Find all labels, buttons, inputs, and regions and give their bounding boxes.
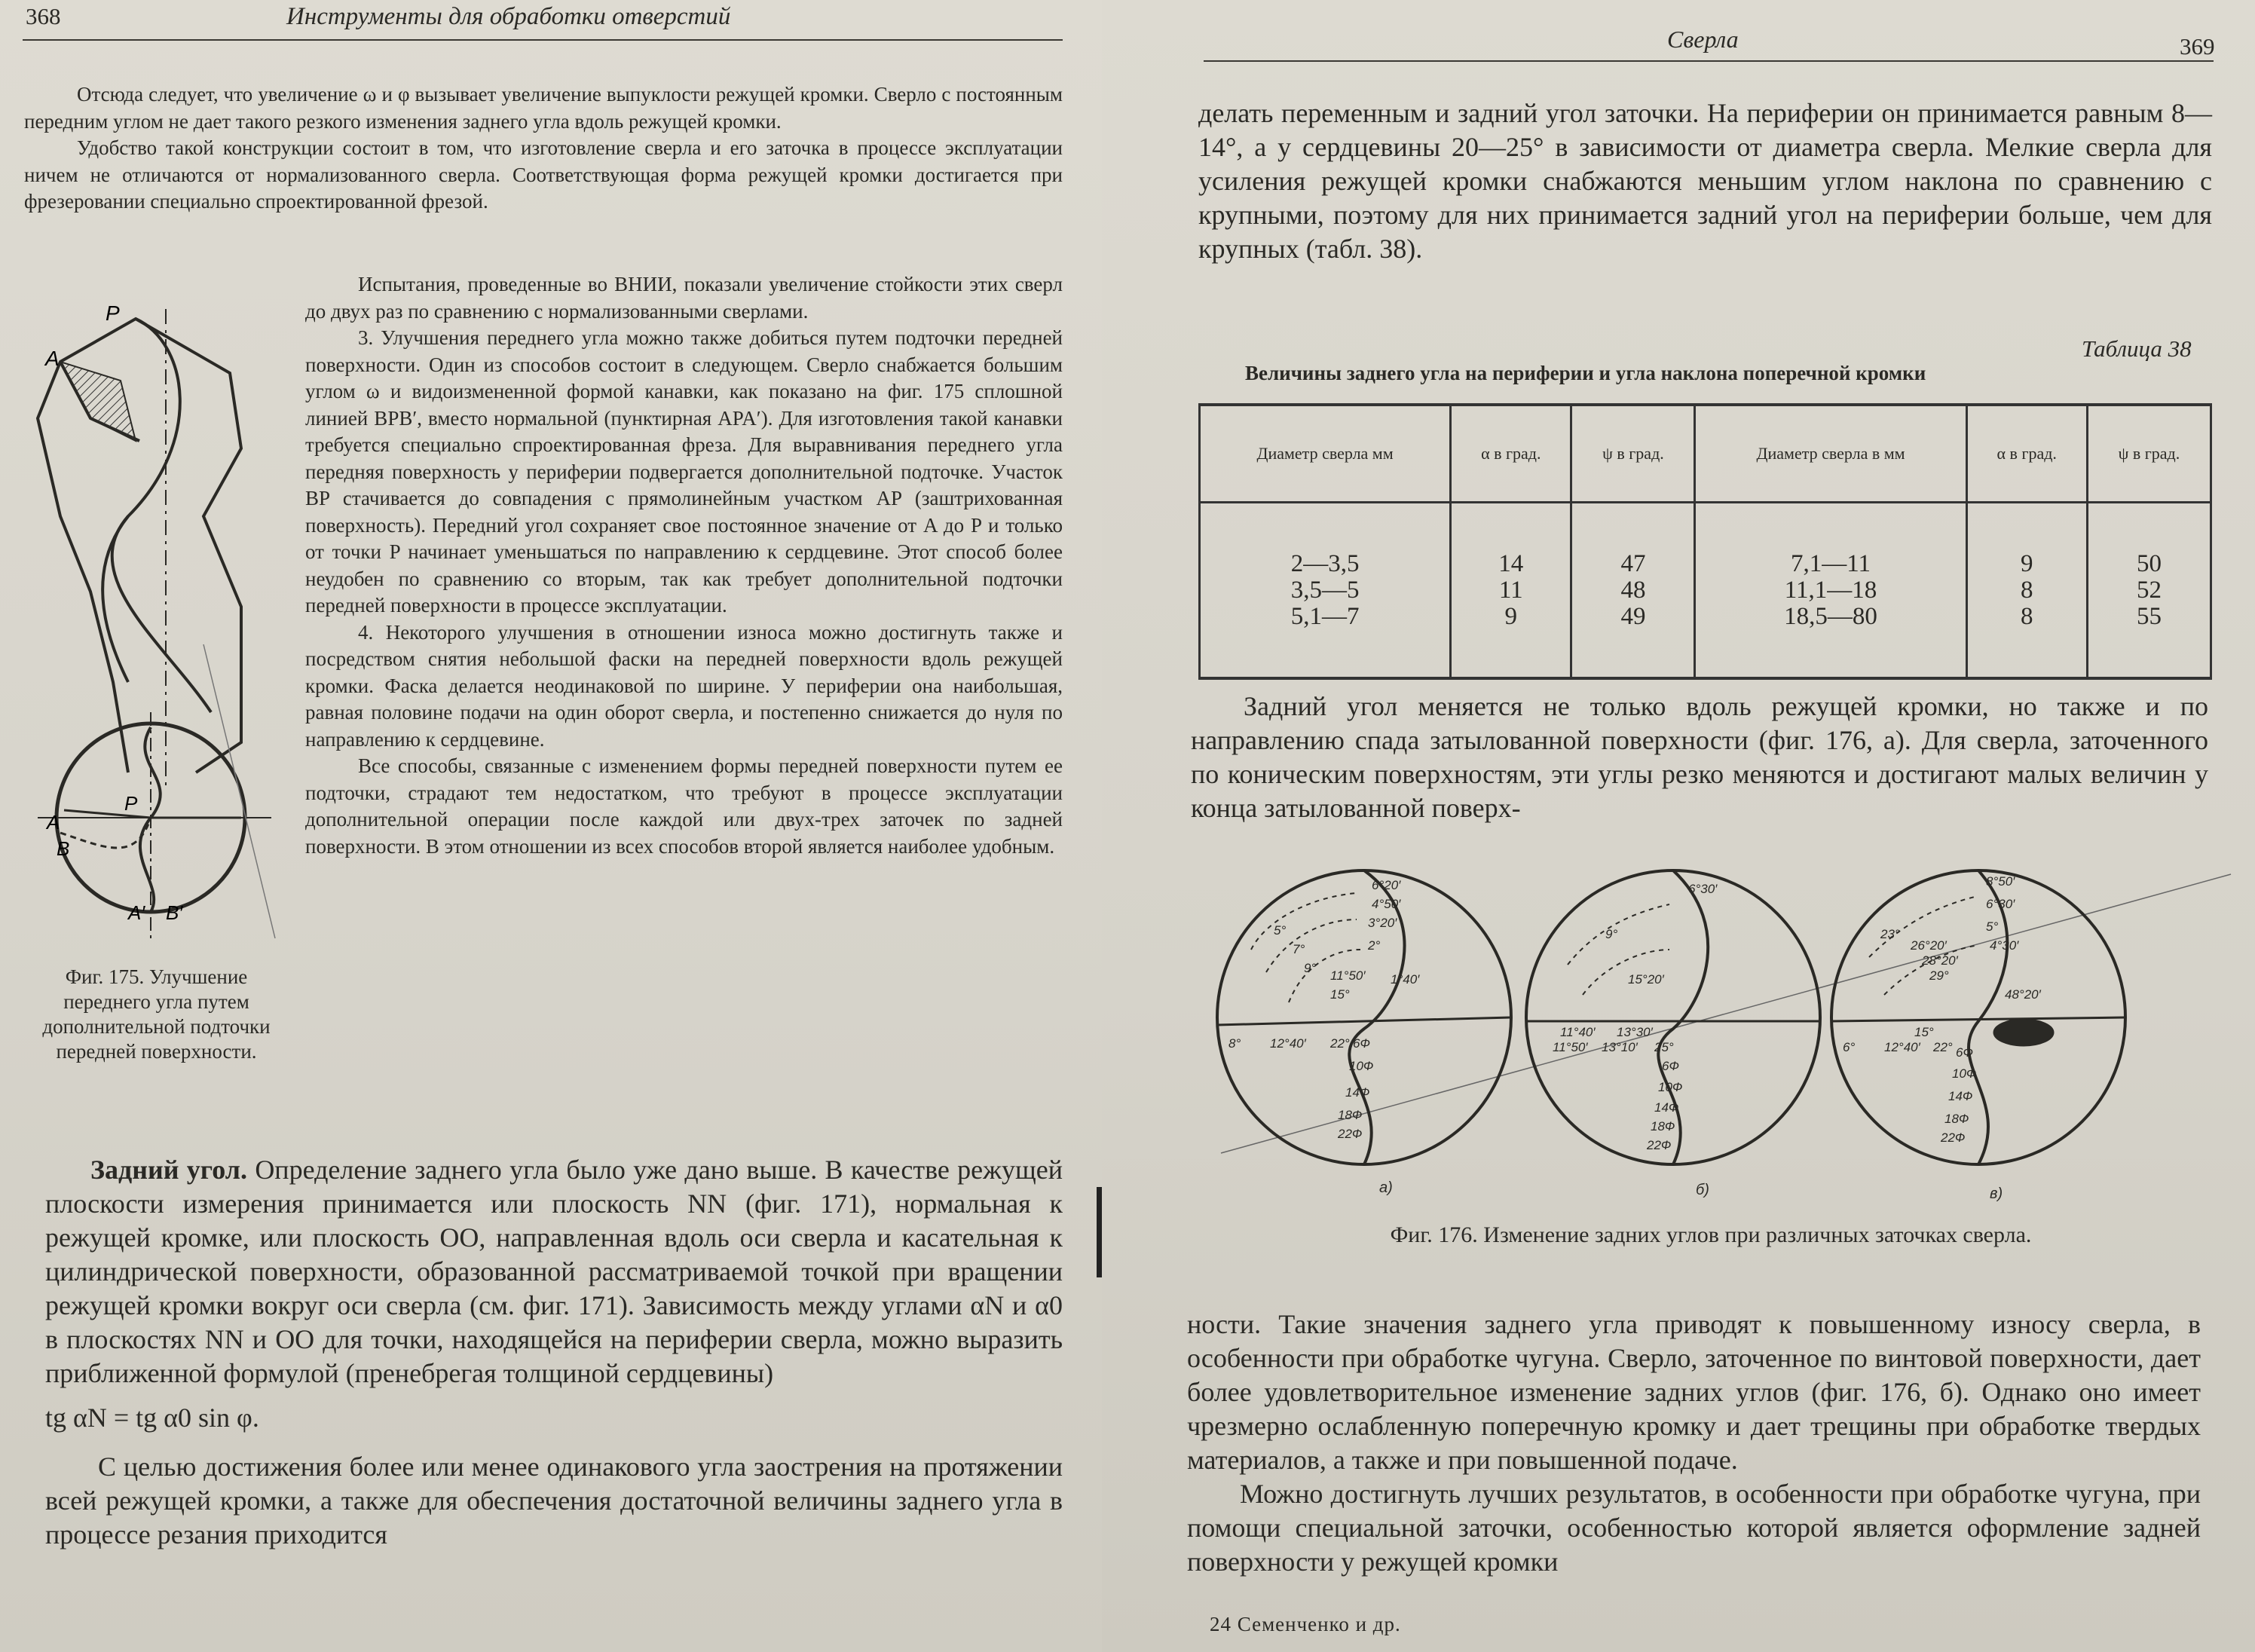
svg-text:26°20′: 26°20′: [1911, 938, 1947, 953]
fig175-caption: Фиг. 175. Улучшение переднего угла путем дополнительной подточки передней поверхности.: [42, 965, 271, 1063]
table-label: Таблица 38: [2082, 335, 2192, 362]
table-row: [1200, 503, 2211, 679]
fig175-label-p2: P: [124, 792, 138, 815]
svg-text:5°: 5°: [1274, 923, 1287, 938]
left-page-number: 368: [26, 3, 61, 29]
svg-text:23°: 23°: [1880, 927, 1900, 941]
table-cell: 2—3,5 3,5—5 5,1—7: [1200, 503, 1451, 679]
svg-text:9°: 9°: [1304, 961, 1317, 975]
svg-text:25°: 25°: [1654, 1040, 1674, 1054]
svg-text:3°20′: 3°20′: [1368, 916, 1397, 930]
table-header: Диаметр сверла мм: [1200, 405, 1451, 503]
svg-text:11°40′: 11°40′: [1560, 1025, 1596, 1039]
fig176-sub-a: а): [1379, 1179, 1393, 1196]
svg-text:6°30′: 6°30′: [1986, 897, 2015, 911]
svg-text:22°: 22°: [1330, 1036, 1350, 1051]
svg-text:11°50′: 11°50′: [1553, 1040, 1588, 1054]
fig176-sub-c: в): [1990, 1185, 2003, 1202]
right-mid-text: [1191, 690, 2208, 825]
fig176-drawing: [1206, 852, 2246, 1213]
paragraph: Можно достигнуть лучших результатов, в особенности при обработке чугуна, при помощи специальной заточки, особенностью которой является оформление задней поверхности у режущей кромки: [1187, 1479, 2201, 1577]
table-cell: 7,1—11 11,1—18 18,5—80: [1695, 503, 1966, 679]
svg-text:13°10′: 13°10′: [1602, 1040, 1638, 1054]
svg-text:6Ф: 6Ф: [1662, 1059, 1679, 1073]
table-header: ψ в град.: [2087, 405, 2211, 503]
left-page: [0, 0, 1102, 1652]
svg-text:22°: 22°: [1933, 1040, 1953, 1054]
svg-text:1°40′: 1°40′: [1391, 972, 1420, 987]
paragraph: Отсюда следует, что увеличение ω и φ вызывает увеличение выпуклости режущей кромки. Сверло с постоянным передним углом не дает такого резкого изменения заднего угла вдоль режущей кромки.: [24, 83, 1063, 133]
svg-text:8°50′: 8°50′: [1986, 874, 2015, 889]
paragraph: Задний угол меняется не только вдоль режущей кромки, но также и по направлению спада затылованной поверхности (фиг. 176, а). Для сверла, заточенного по коническим поверхностям, эти углы резко меняются и достигают малых величин у конца затылованной поверх-: [1191, 691, 2208, 823]
table-header: Диаметр сверла в мм: [1695, 405, 1966, 503]
svg-text:7°: 7°: [1293, 942, 1305, 956]
paragraph: делать переменным и задний угол заточки. На периферии он принимается равным 8—14°, а у сердцевины 20—25° в зависимости от диаметра сверла. Мелкие сверла для усиления режущей кромки снабжаются меньшим углом наклона по сравнению с крупными, поэтому для них принимается задний угол на периферии больше, чем для крупных (табл. 38).: [1198, 98, 2212, 264]
fig175-label-a: A: [45, 347, 60, 370]
svg-text:8°: 8°: [1228, 1036, 1241, 1051]
fig176-sub-b: б): [1696, 1182, 1709, 1198]
table-cell: 9 8 8: [1966, 503, 2087, 679]
svg-text:29°: 29°: [1929, 968, 1949, 983]
svg-text:22Ф: 22Ф: [1941, 1130, 1966, 1145]
fig175-label-p: P: [106, 301, 120, 325]
fig175-drawing: [15, 290, 301, 968]
left-rear-angle-text: [45, 1153, 1063, 1552]
svg-text:14Ф: 14Ф: [1345, 1085, 1370, 1100]
fig175-label-a1: A′: [128, 901, 145, 924]
paragraph: Все способы, связанные с изменением формы передней поверхности путем ее подточки, страдают тем недостатком, что требуют в процессе эксплуатации дополнительной операции после каждой или двух-трех заточек по задней поверхности. В этом отношении из всех способов второй является наиболее удобным.: [305, 754, 1063, 858]
svg-text:12°40′: 12°40′: [1884, 1040, 1920, 1054]
paragraph: 3. Улучшения переднего угла можно также добиться путем подточки передней поверхности. Один из способов состоит в следующем. Сверло снабжается большим углом ω и видоизмененной формой канавки, как показано на фиг. 175 сплошной линией BPB′, вместо нормальной (пунктирная APA′). Для изготовления такой канавки требуется специально спроектированная фреза. Для выравнивания переднего угла передняя поверхность у периферии подвергается дополнительной подточке. Участок BP стачивается до совпадения с прямолинейным участком AP (заштрихованная поверхность). Передний угол сохраняет свое постоянное значение от A до P и только от точки P начинает уменьшаться по направлению к сердцевине. Этот способ более неудобен по сравнению со вторым, так как требует дополнительной подточки передней поверхности в процессе эксплуатации.: [305, 326, 1063, 616]
paragraph: ности. Такие значения заднего угла приводят к повышенному износу сверла, в особенности при обработке чугуна. Сверло, заточенное по винтовой поверхности, дает более удовлетворительное изменение задних углов (фиг. 176, б). Однако оно имеет чрезмерно ослабленную поперечную кромку и дает трещины при обработке твердых материалов, а также и при повышенной подаче.: [1187, 1309, 2201, 1475]
svg-text:15°20′: 15°20′: [1628, 972, 1664, 987]
svg-text:15°: 15°: [1330, 987, 1350, 1002]
left-top-text: [24, 81, 1063, 216]
fig175-label-a2: A: [47, 811, 60, 834]
table-cell: 14 11 9: [1451, 503, 1571, 679]
svg-text:4°50′: 4°50′: [1372, 897, 1401, 911]
svg-text:9°: 9°: [1605, 927, 1618, 941]
left-side-text: [305, 271, 1063, 860]
svg-text:15°: 15°: [1914, 1025, 1934, 1039]
svg-text:13°30′: 13°30′: [1617, 1025, 1653, 1039]
table-header: α в град.: [1966, 405, 2087, 503]
table-38: [1198, 403, 2212, 680]
svg-text:10Ф: 10Ф: [1658, 1080, 1683, 1094]
formula: tg αN = tg α0 sin φ.: [45, 1403, 259, 1433]
table-header: ψ в град.: [1571, 405, 1695, 503]
svg-text:6°: 6°: [1843, 1040, 1856, 1054]
left-header-rule: [23, 39, 1063, 41]
svg-text:28°20′: 28°20′: [1922, 953, 1958, 968]
svg-text:4°30′: 4°30′: [1990, 938, 2019, 953]
paragraph: С целью достижения более или менее одинакового угла заострения на протяжении всей режущей кромки, а также для обеспечения достаточной величины заднего угла в процессе резания приходится: [45, 1452, 1063, 1550]
table-header-row: [1200, 405, 2211, 503]
table-title: Величины заднего угла на периферии и угла наклона поперечной кромки: [1245, 362, 1926, 384]
fig175-label-b2: B: [57, 837, 70, 860]
svg-text:6Ф: 6Ф: [1353, 1036, 1370, 1051]
fig175-label-b1: B′: [166, 901, 183, 924]
svg-text:10Ф: 10Ф: [1349, 1059, 1374, 1073]
table-cell: 47 48 49: [1571, 503, 1695, 679]
rear-angle-heading: Задний угол.: [90, 1155, 247, 1185]
svg-text:10Ф: 10Ф: [1952, 1066, 1977, 1081]
svg-text:11°50′: 11°50′: [1330, 968, 1366, 983]
paragraph: 4. Некоторого улучшения в отношении износа можно достигнуть также и посредством снятия небольшой фаски на передней поверхности вдоль режущей кромки. Фаска делается неодинаковой по ширине. У периферии она наибольшая, равная половине подачи на один оборот сверла, и постепенно снижается до нуля по направлению к сердцевине.: [305, 620, 1063, 751]
right-page-number: 369: [2180, 33, 2215, 60]
svg-text:48°20′: 48°20′: [2005, 987, 2041, 1002]
paragraph: Удобство такой конструкции состоит в том, что изготовление сверла и его заточка в процессе эксплуатации ничем не отличаются от нормализованного сверла. Соответствующая форма режущей кромки достигается при фрезеровании специально спроектированной фрезой.: [24, 136, 1063, 213]
svg-text:22Ф: 22Ф: [1647, 1138, 1672, 1152]
svg-text:14Ф: 14Ф: [1654, 1100, 1679, 1115]
fig176-caption: Фиг. 176. Изменение задних углов при различных заточках сверла.: [1390, 1222, 2032, 1247]
svg-text:22Ф: 22Ф: [1338, 1127, 1363, 1141]
svg-text:5°: 5°: [1986, 919, 1999, 934]
signature-footer: 24 Семенченко и др.: [1210, 1613, 1401, 1635]
svg-text:18Ф: 18Ф: [1338, 1108, 1363, 1122]
svg-text:6°30′: 6°30′: [1688, 882, 1718, 896]
left-running-head: Инструменты для обработки отверстий: [286, 3, 731, 30]
right-top-text: [1198, 96, 2212, 266]
right-header-rule: [1204, 60, 2214, 62]
right-bottom-text: [1187, 1308, 2201, 1579]
paragraph: Испытания, проведенные во ВНИИ, показали увеличение стойкости этих сверл до двух раз по сравнению с нормализованными сверлами.: [305, 273, 1063, 323]
svg-text:2°: 2°: [1368, 938, 1381, 953]
svg-text:6°20′: 6°20′: [1372, 878, 1401, 892]
right-running-head: Сверла: [1667, 26, 1739, 53]
svg-text:18Ф: 18Ф: [1651, 1119, 1675, 1133]
svg-text:18Ф: 18Ф: [1944, 1112, 1969, 1126]
svg-text:6Ф: 6Ф: [1956, 1045, 1973, 1060]
table-header: α в град.: [1451, 405, 1571, 503]
rear-angle-paragraph: Определение заднего угла было уже дано выше. В качестве режущей плоскости измерения принимается или плоскость NN (фиг. 171), нормальная к режущей кромке, или плоскость OO, направленная вдоль оси сверла и касательная к цилиндрической поверхности, образованной рассматриваемой точкой при вращении режущей кромки вокруг оси сверла (см. фиг. 171). Зависимость между углами αN и α0 в плоскостях NN и OO для точки, находящейся на периферии сверла, можно выразить приближенной формулой (пренебрегая толщиной сердцевины): [45, 1155, 1063, 1388]
svg-text:12°40′: 12°40′: [1270, 1036, 1306, 1051]
svg-text:14Ф: 14Ф: [1948, 1089, 1973, 1103]
table-cell: 50 52 55: [2087, 503, 2211, 679]
